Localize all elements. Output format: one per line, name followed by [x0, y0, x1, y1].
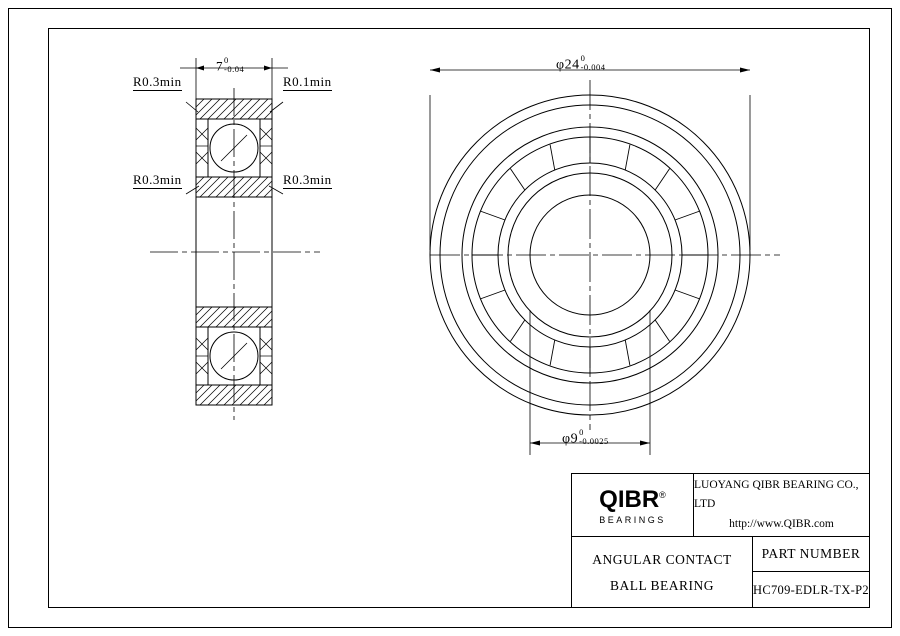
outer-diameter-label: φ24 0 -0.004	[556, 53, 606, 73]
product-description	[572, 537, 753, 608]
company-logo	[572, 474, 694, 536]
logo-subtext: BEARINGS	[599, 514, 666, 525]
bore-diameter-label: φ9 0 -0.0025	[562, 427, 609, 447]
title-block-detail-row	[572, 537, 869, 608]
radius-mid-left-label: R0.3min	[133, 172, 182, 187]
product-description-line2: BALL BEARING	[609, 577, 715, 593]
section-width-dimension-label: 7 0 -0.04	[216, 55, 245, 74]
title-block-header-row	[572, 474, 869, 537]
radius-top-right-label: R0.1min	[283, 74, 332, 89]
company-website[interactable]: http://www.QIBR.com	[729, 517, 834, 530]
part-number-cell	[753, 537, 869, 608]
company-name: LUOYANG QIBR BEARING CO., LTD	[694, 478, 859, 511]
part-number-header: PART NUMBER	[753, 537, 869, 572]
product-description-line1: ANGULAR CONTACT	[592, 551, 732, 567]
logo-text: QIBR®	[599, 485, 666, 513]
part-number-value: HC709-EDLR-TX-P2	[753, 582, 869, 597]
title-block	[571, 473, 870, 608]
company-info	[694, 474, 869, 536]
registered-trademark-icon: ®	[659, 489, 666, 500]
radius-mid-right-label: R0.3min	[283, 172, 332, 187]
radius-top-left-label: R0.3min	[133, 74, 182, 89]
